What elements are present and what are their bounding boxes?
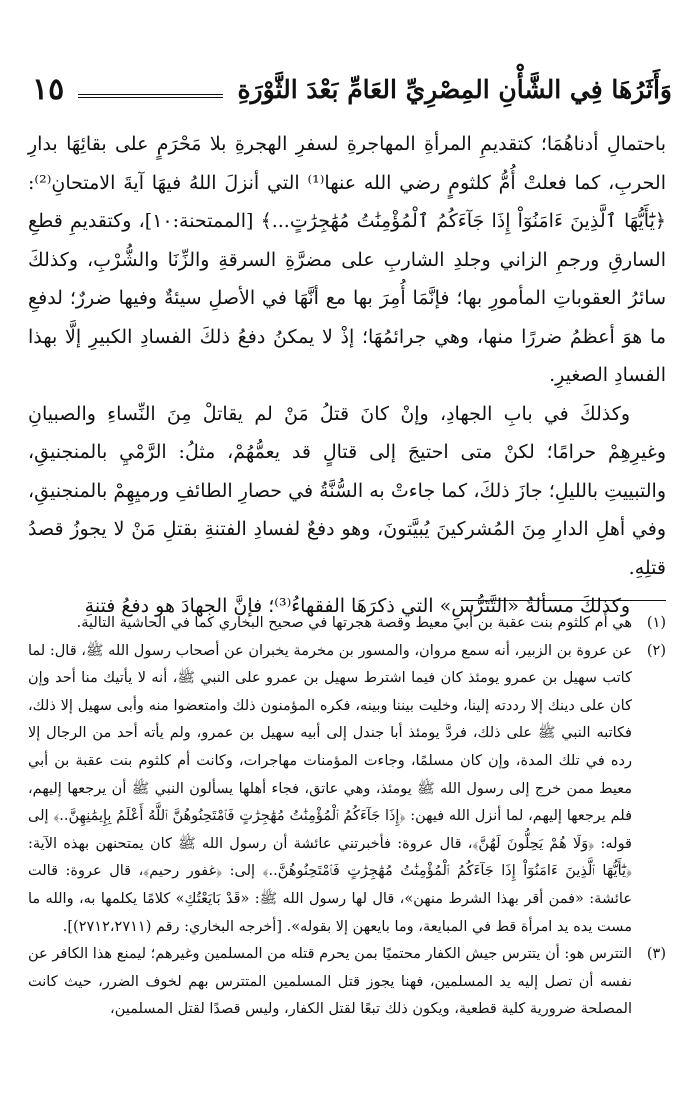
running-title: وَأَثَرُهَا فِي الشَّأْنِ المِصْرِيِّ العَامِّ بَعْدَ الثَّوْرَةِ [237,74,672,104]
paragraph: وكذلكَ مسألةُ «التَّتَرُّسِ» التي ذكرَهَا الفقهاءُ⁽³⁾؛ فإنَّ الجهادَ هو دفعُ فتنةِ [84,595,630,617]
footnote [28,610,666,638]
page-header [22,58,672,120]
footnotes [28,610,666,1024]
page-number: ١٥ [32,71,65,107]
footnote-text: التترس هو: أن يتترس جيش الكفار محتميًا بمن يحرم قتله من المسلمين وغيرهم؛ ليمنع هذا الكافر عن نفسه أن تصل إليه يد المسلمين، فهنا يجوز قتل المسلمين المتترس بهم لخوف الضرر، حيث كانت المصلحة ضرورية كلية قطعية، ويكون ذلك تبعًا لقتل الكفار، وليس قصدًا لقتل المسلمين، [28,946,632,1018]
footnote [28,941,666,1024]
footnote-text: هي أم كلثوم بنت عقبة بن أبي معيط وقصة هجرتها في صحيح البخاري كما في الحاشية التالية. [76,615,632,631]
paragraph: وكذلكَ في بابِ الجهادِ، وإنْ كانَ قتلُ مَنْ لم يقاتلْ مِنَ النِّساءِ والصبيانِ وغيرِهِمْ حرامًا؛ لكنْ متى احتيجَ إلى قتالٍ قد يعمُّهُمْ، مثلُ: الرَّمْيِ بالمنجنيقِ، والتبييتِ بالليلِ؛ جازَ ذلكَ، كما جاءتْ به السُّنَّةُ في حصارِ الطائفِ ورميِهِمْ بالمنجنيقِ، وفي أهلِ الدارِ مِنَ المُشركينَ يُبيَّتونَ، وهو دفعٌ لفسادِ الفتنةِ بقتلِ مَنْ لا يجوزُ قصدُ قتلِهِ. [28,402,666,579]
header-rule [78,80,223,98]
footnote-number: (٣) [646,946,666,963]
footnote-separator [461,600,666,601]
footnote [28,638,666,942]
main-text [28,125,666,626]
footnote-number: (٢) [646,642,666,659]
paragraph: باحتمالِ أدناهُمَا؛ كتقديمِ المرأةِ المهاجرةِ لسفرِ الهجرةِ بلا مَحْرَمٍ على بقائِهَا بدارِ الحربِ، كما فعلتْ أُمُّ كلثومٍ رضي الله عنها⁽¹⁾ التي أنزلَ اللهُ فيهَا آيةَ الامتحانِ⁽²⁾: ﴿يَٰٓأَيُّهَا ٱلَّذِينَ ءَامَنُوٓاْ إِذَا جَآءَكُمُ ٱلْمُؤْمِنَٰتُ مُهَٰجِرَٰتٍ...﴾ [الممتحنة:١٠]، وكتقديمِ قطعِ السارقِ ورجمِ الزاني وجلدِ الشاربِ على مضرَّةِ السرقةِ والزِّنَا والشُّرْبِ، وكذلكَ سائرُ العقوباتِ المأمورِ بها؛ فإنَّمَا أُمِرَ بها مع أنَّهَا في الأصلِ سيئةٌ وفيها ضررٌ؛ لدفعِ ما هوَ أعظمُ ضررًا منها، وهي جرائمُهَا؛ إذْ لا يمكنُ دفعُ ذلكَ الفسادِ الكبيرِ إلَّا بهذا الفسادِ الصغيرِ. [28,133,666,386]
footnote-text: عن عروة بن الزبير، أنه سمع مروان، والمسور بن مخرمة يخبران عن أصحاب رسول الله ﷺ، قال: لما كاتب سهيل بن عمرو يومئذ كان فيما اشترط سهيل بن عمرو على النبي ﷺ، أنه لا يأتيك منا أحد وإن كان على دينك إلا رددته إلينا، وخليت بيننا وبينه، فكره المؤمنون ذلك وامتعضوا منه وأبى سهيل إلا ذلك، فكاتبه النبي ﷺ على ذلك، فردَّ يومئذ أبا جندل إلى أبيه سهيل بن عمرو، ولم يأته أحد من الرجال إلا رده في تلك المدة، وإن كان مسلمًا، وجاءت المؤمنات مهاجرات، وكانت أم كلثوم بنت عقبة بن أبي معيط ممن خرج إلى رسول الله ﷺ يومئذ، وهي عاتق، فجاء أهلها يسألون النبي ﷺ أن يرجعها إليهم، فلم يرجعها إليهم، لما أنزل الله فيهن: ﴿إِذَا جَآءَكُمُ ٱلْمُؤْمِنَٰتُ مُهَٰجِرَٰتٍ فَٱمْتَحِنُوهُنَّ ٱللَّهُ أَعْلَمُ بِإِيمَٰنِهِنَّ..﴾ إلى قوله: ﴿وَلَا هُمْ يَحِلُّونَ لَهُنَّ﴾، قال عروة: فأخبرتني عائشة أن رسول الله ﷺ كان يمتحنهن بهذه الآية: ﴿يَٰٓأَيُّهَا ٱلَّذِينَ ءَامَنُوٓاْ إِذَا جَآءَكُمُ ٱلْمُؤْمِنَٰتُ مُهَٰجِرَٰتٍ فَٱمْتَحِنُوهُنَّ..﴾ إلى: ﴿غفور رحيم﴾، قال عروة: قالت عائشة: «فمن أقر بهذا الشرط منهن»، قال لها رسول الله ﷺ: «قَدْ بَايَعْتُكِ» كلامًا يكلمها به، والله ما مست يده يد امرأة قط في المبايعة، وما بايعهن إلا بقوله». [أخرجه البخاري: رقم (٢٧١٢،٢٧١١)]. [28,642,632,935]
footnote-number: (١) [646,615,666,631]
